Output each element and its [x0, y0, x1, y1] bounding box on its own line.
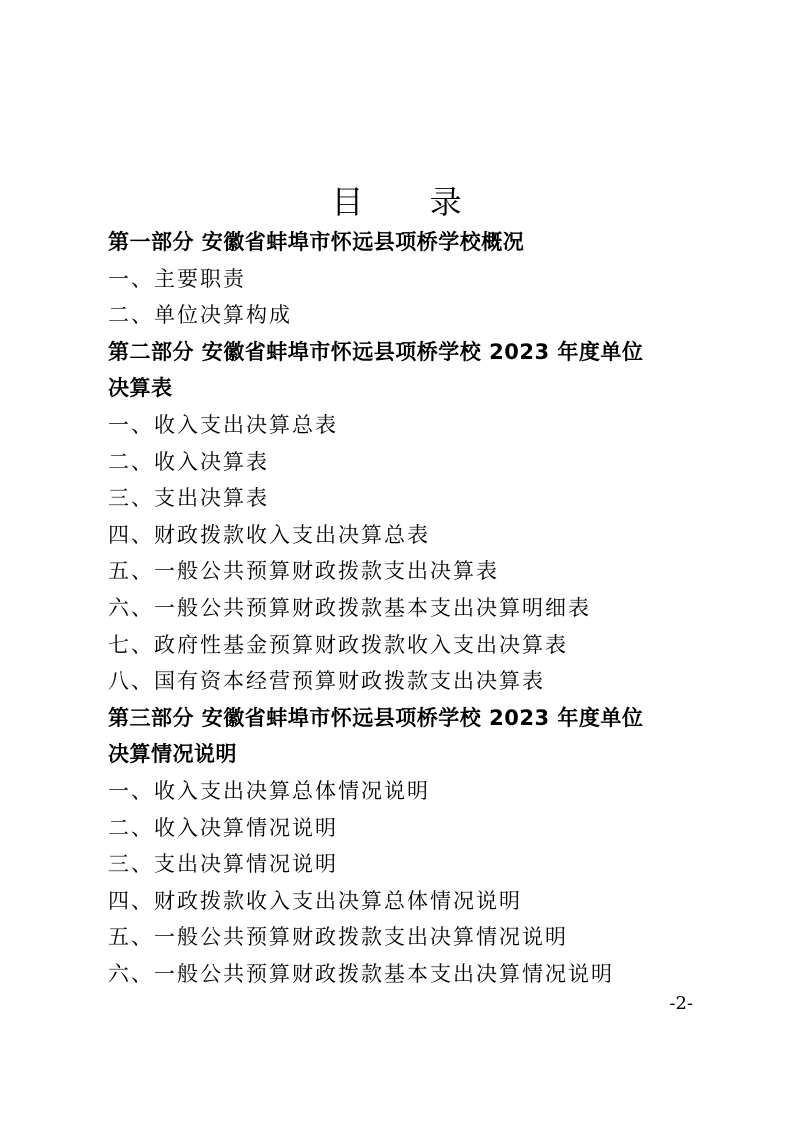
- part1-heading: 第一部分 安徽省蚌埠市怀远县项桥学校概况: [108, 230, 525, 254]
- toc-item-part3-1: 一、收入支出决算总体情况说明: [108, 778, 430, 803]
- toc-item-part2-2: 二、收入决算表: [108, 449, 269, 474]
- toc-item-part2-7: 七、政府性基金预算财政拨款收入支出决算表: [108, 632, 568, 657]
- toc-item-part3-5: 五、一般公共预算财政拨款支出决算情况说明: [108, 925, 568, 950]
- part2-heading-line1: 第二部分 安徽省蚌埠市怀远县项桥学校 2023 年度单位: [108, 339, 644, 364]
- toc-item-part3-4: 四、财政拨款收入支出决算总体情况说明: [108, 888, 522, 913]
- page-title: 目 录: [331, 183, 490, 221]
- toc-item-part3-3: 三、支出决算情况说明: [108, 852, 338, 877]
- part2-heading-line2: 决算表: [108, 376, 173, 401]
- toc-item-part2-3: 三、支出决算表: [108, 486, 269, 511]
- toc-item-part3-6: 六、一般公共预算财政拨款基本支出决算情况说明: [108, 961, 614, 986]
- part3-heading-line2: 决算情况说明: [108, 742, 237, 767]
- toc-item-part1-1: 一、主要职责: [108, 266, 246, 291]
- toc-item-part1-2: 二、单位决算构成: [108, 303, 292, 328]
- toc-item-part2-8: 八、国有资本经营预算财政拨款支出决算表: [108, 669, 545, 694]
- toc-item-part2-6: 六、一般公共预算财政拨款基本支出决算明细表: [108, 595, 591, 620]
- toc-item-part2-4: 四、财政拨款收入支出决算总表: [108, 522, 430, 547]
- toc-item-part3-2: 二、收入决算情况说明: [108, 815, 338, 840]
- part3-heading-line1: 第三部分 安徽省蚌埠市怀远县项桥学校 2023 年度单位: [108, 705, 644, 730]
- toc-item-part2-1: 一、收入支出决算总表: [108, 412, 338, 437]
- page-number: -2-: [669, 993, 693, 1014]
- toc-item-part2-5: 五、一般公共预算财政拨款支出决算表: [108, 559, 499, 584]
- table-of-contents: [108, 224, 708, 992]
